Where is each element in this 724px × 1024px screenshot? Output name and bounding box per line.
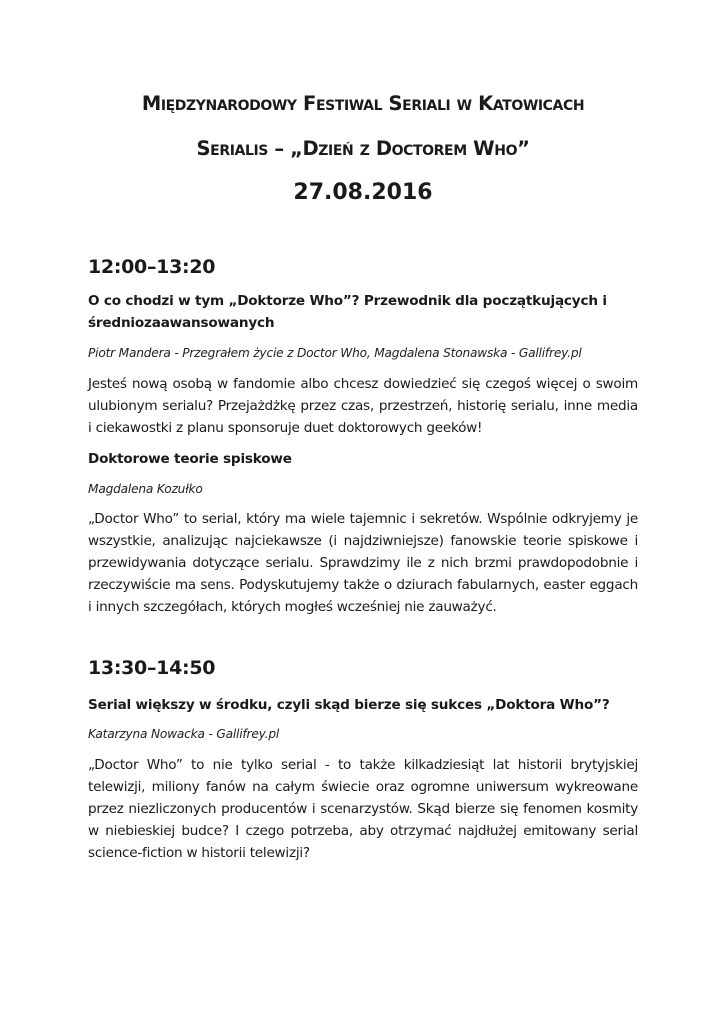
talk-speakers: Magdalena Kozułko — [88, 482, 203, 496]
talk-speakers: Katarzyna Nowacka - Gallifrey.pl — [88, 727, 280, 741]
talk-block — [88, 694, 638, 716]
session-block — [88, 657, 638, 679]
talk-description-wrap — [88, 373, 638, 439]
talk-title: Serial większy w środku, czyli skąd bierze się sukces „Doktora Who”? — [88, 697, 610, 713]
talk-speakers-wrap — [88, 344, 638, 362]
talk-speakers-wrap — [88, 480, 638, 498]
talk-speakers-wrap — [88, 725, 638, 743]
talk-description-wrap — [88, 508, 638, 618]
talk-block — [88, 290, 638, 334]
talk-description: „Doctor Who” to serial, który ma wiele tajemnic i sekretów. Wspólnie odkryjemy je wszystkie, analizując najciekawsze (i najdziwniejsze) fanowskie teorie spiskowe i przewidywania dotyczące serialu. Sprawdzimy ile z nich brzmi prawdopodobnie i rzeczywiście ma sens. Podyskutujemy także o dziurach fabularnych, easter eggach i innych szczegółach, których mogłeś wcześniej nie zauważyć. — [88, 511, 638, 615]
session-time: 13:30–14:50 — [88, 657, 216, 679]
festival-title: Międzynarodowy Festiwal Seriali w Katowicach — [141, 92, 585, 115]
session-time: 12:00–13:20 — [88, 256, 216, 278]
talk-speakers: Piotr Mandera - Przegrałem życie z Doctor Who, Magdalena Stonawska - Gallifrey.pl — [88, 346, 582, 360]
talk-block — [88, 448, 638, 470]
talk-description-wrap — [88, 754, 638, 864]
talk-title: O co chodzi w tym „Doktorze Who”? Przewodnik dla początkujących i średniozaawansowanych — [88, 293, 607, 331]
talk-description: Jesteś nową osobą w fandomie albo chcesz dowiedzieć się czegoś więcej o swoim ulubionym serialu? Przejażdżkę przez czas, przestrzeń, historię serialu, inne media i ciekawostki z planu sponsoruje duet doktorowych geeków! — [88, 376, 638, 436]
talk-title: Doktorowe teorie spiskowe — [88, 451, 292, 467]
event-title: Serialis – „Dzień z Doctorem Who” — [196, 137, 530, 160]
session-block — [88, 256, 638, 278]
event-date: 27.08.2016 — [293, 180, 433, 205]
talk-description: „Doctor Who” to nie tylko serial - to także kilkadziesiąt lat historii brytyjskiej telewizji, miliony fanów na całym świecie oraz ogromne uniwersum wykreowane przez niezliczonych producentów i scenarzystów. Skąd bierze się fenomen kosmity w niebieskiej budce? I czego potrzeba, aby otrzymać najdłużej emitowany serial science-fiction w historii telewizji? — [88, 757, 638, 861]
